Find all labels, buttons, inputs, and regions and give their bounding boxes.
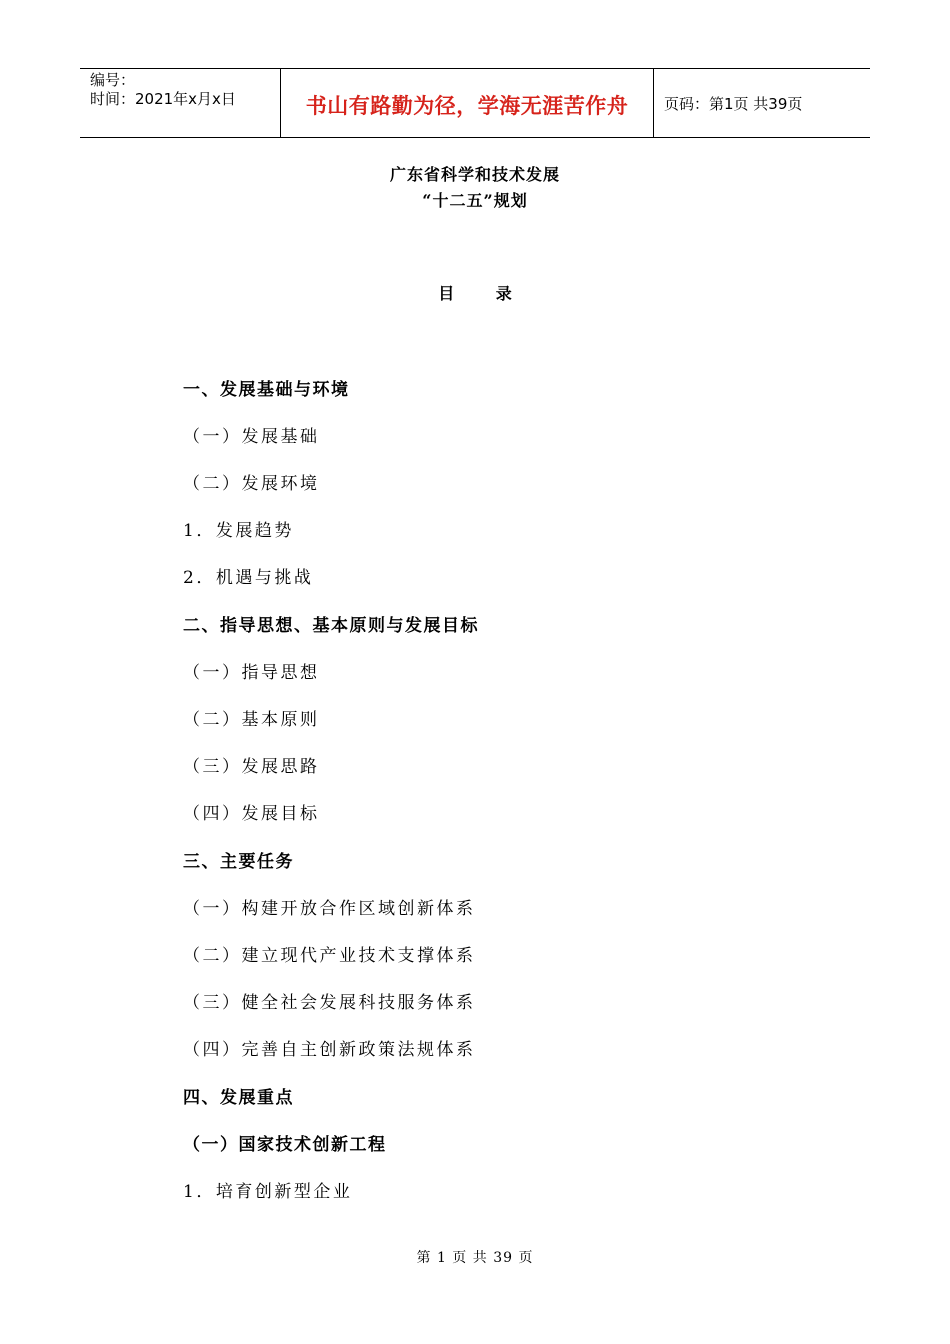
header-motto-cell <box>281 69 654 137</box>
toc-item[interactable]: （一）国家技术创新工程 <box>183 1135 387 1155</box>
toc-item[interactable]: （二）建立现代产业技术支撑体系 <box>183 946 476 966</box>
toc-item[interactable]: （四）发展目标 <box>183 804 320 824</box>
header-page-cell <box>654 69 870 137</box>
toc-item[interactable]: 四、发展重点 <box>183 1088 294 1108</box>
toc-item[interactable]: （一）指导思想 <box>183 663 320 683</box>
motto-text: 书山有路勤为径，学海无涯苦作舟 <box>305 94 629 118</box>
toc-item[interactable]: （三）健全社会发展科技服务体系 <box>183 993 476 1013</box>
toc-item[interactable]: 2．机遇与挑战 <box>183 568 314 588</box>
page-footer: 第 1 页 共 39 页 <box>416 1250 534 1266</box>
toc-item[interactable]: 二、指导思想、基本原则与发展目标 <box>183 616 479 636</box>
toc-item[interactable]: 1．发展趋势 <box>183 521 294 541</box>
number-label: 编号： <box>90 71 136 89</box>
toc-item[interactable]: （一）发展基础 <box>183 427 320 447</box>
toc-item[interactable]: （二）发展环境 <box>183 474 320 494</box>
document-title-line1: 广东省科学和技术发展 <box>389 165 560 184</box>
toc-heading: 目 录 <box>438 284 530 303</box>
toc-item[interactable]: 一、发展基础与环境 <box>183 380 350 400</box>
toc-item[interactable]: 1．培育创新型企业 <box>183 1182 353 1202</box>
toc-item[interactable]: （四）完善自主创新政策法规体系 <box>183 1040 476 1060</box>
toc-item[interactable]: （三）发展思路 <box>183 757 320 777</box>
toc-item[interactable]: （一）构建开放合作区域创新体系 <box>183 899 476 919</box>
toc-item[interactable]: 三、主要任务 <box>183 852 294 872</box>
toc-item[interactable]: （二）基本原则 <box>183 710 320 730</box>
time-label: 时间：2021年x月x日 <box>90 90 236 108</box>
header-meta-cell <box>80 69 281 137</box>
document-header <box>80 68 870 138</box>
page-info: 页码：第1页 共39页 <box>664 94 803 113</box>
document-title-line2: “十二五”规划 <box>422 191 528 210</box>
